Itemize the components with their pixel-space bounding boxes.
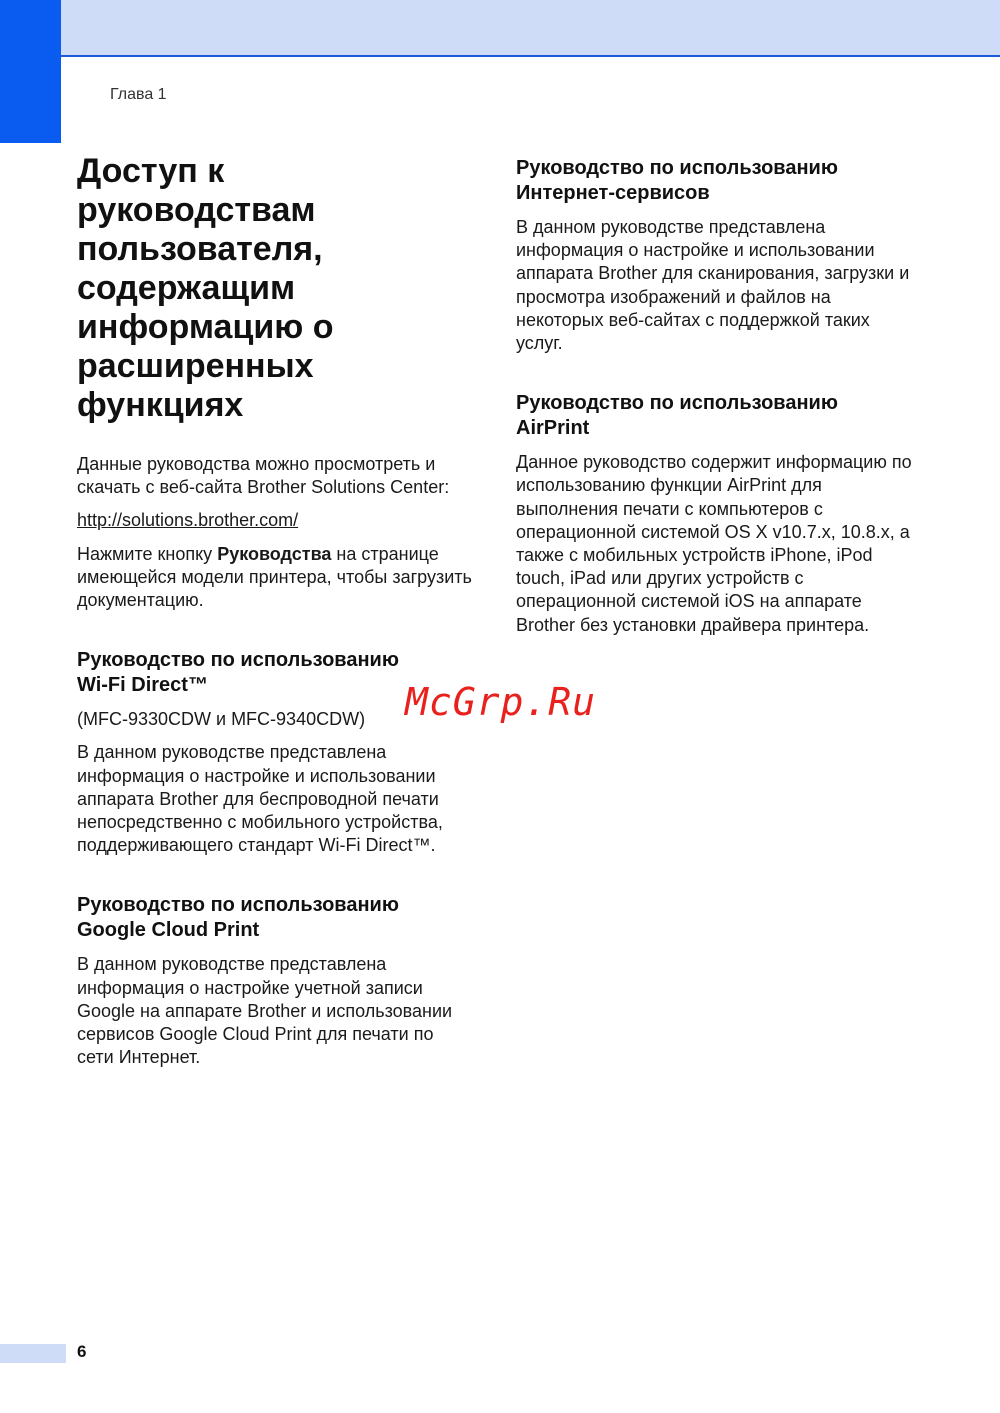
intro-paragraph: Данные руководства можно просмотреть и скачать с веб-сайта Brother Solutions Center:: [77, 454, 450, 498]
instruction-after: на странице имеющейся модели принтера, чтобы загрузить документацию.: [77, 543, 472, 611]
heading-line2: Интернет-сервисов: [516, 182, 710, 204]
section-body: В данном руководстве представлена информация о настройке учетной записи Google на аппарате Brother и использовании сервисов Google Cloud Print для печати по сети Интернет.: [77, 954, 453, 1068]
solutions-link[interactable]: http://solutions.brother.com/: [77, 510, 299, 531]
model-note: (MFC-9330CDW и MFC-9340CDW): [77, 709, 366, 730]
heading-line2: Wi-Fi Direct™: [77, 674, 208, 697]
footer-band: [0, 1344, 66, 1363]
chapter-tab: [0, 0, 61, 143]
section-heading: [516, 156, 916, 206]
section-heading: [77, 893, 472, 943]
url-paragraph: [77, 509, 472, 532]
heading-line1: Руководство по использованию: [77, 894, 399, 917]
instruction-before: Нажмите кнопку: [77, 543, 218, 564]
heading-line2: AirPrint: [516, 417, 590, 440]
section-body: В данном руководстве представлена информация о настройке и использовании аппарата Brother для беспроводной печати непосредственно с мобильного устройства, поддерживающего стандарт Wi-Fi Direct™.: [77, 742, 443, 856]
chapter-label: Глава 1: [110, 86, 167, 103]
section-airprint: [516, 391, 916, 637]
watermark-logo: McGrp.Ru: [405, 680, 597, 724]
section-body: Данное руководство содержит информацию по использованию функции AirPrint для выполнения печати с компьютеров с операционной системой OS X v10.7.x, 10.8.x, а также с мобильных устройств iPhone, iPod touch, iPad или других устройств с операционной системой iOS на аппарате Brother без установки драйвера принтера.: [516, 452, 912, 635]
page-number: 6: [77, 1342, 87, 1361]
section-body: В данном руководстве представлена информация о настройке и использовании аппарата Brother для сканирования, загрузки и просмотра изображений и файлов на некоторых веб-сайтах с поддержкой таких услуг.: [516, 217, 910, 354]
instruction-paragraph: [77, 543, 472, 613]
instruction-bold: Руководства: [217, 543, 332, 564]
section-heading: [516, 391, 916, 441]
page-title: Доступ к руководствам пользователя, содержащим информацию о расширенных функциях: [77, 152, 334, 424]
section-google-cloud-print: [77, 893, 472, 1069]
left-column: [77, 152, 472, 1079]
heading-line1: Руководство по использованию: [77, 649, 399, 672]
header-band: [0, 0, 1000, 57]
section-internet-services: [516, 156, 916, 355]
heading-line1: Руководство по использованию: [516, 157, 838, 179]
heading-line1: Руководство по использованию: [516, 392, 838, 415]
right-column: [516, 156, 916, 647]
heading-line2: Google Cloud Print: [77, 919, 260, 942]
